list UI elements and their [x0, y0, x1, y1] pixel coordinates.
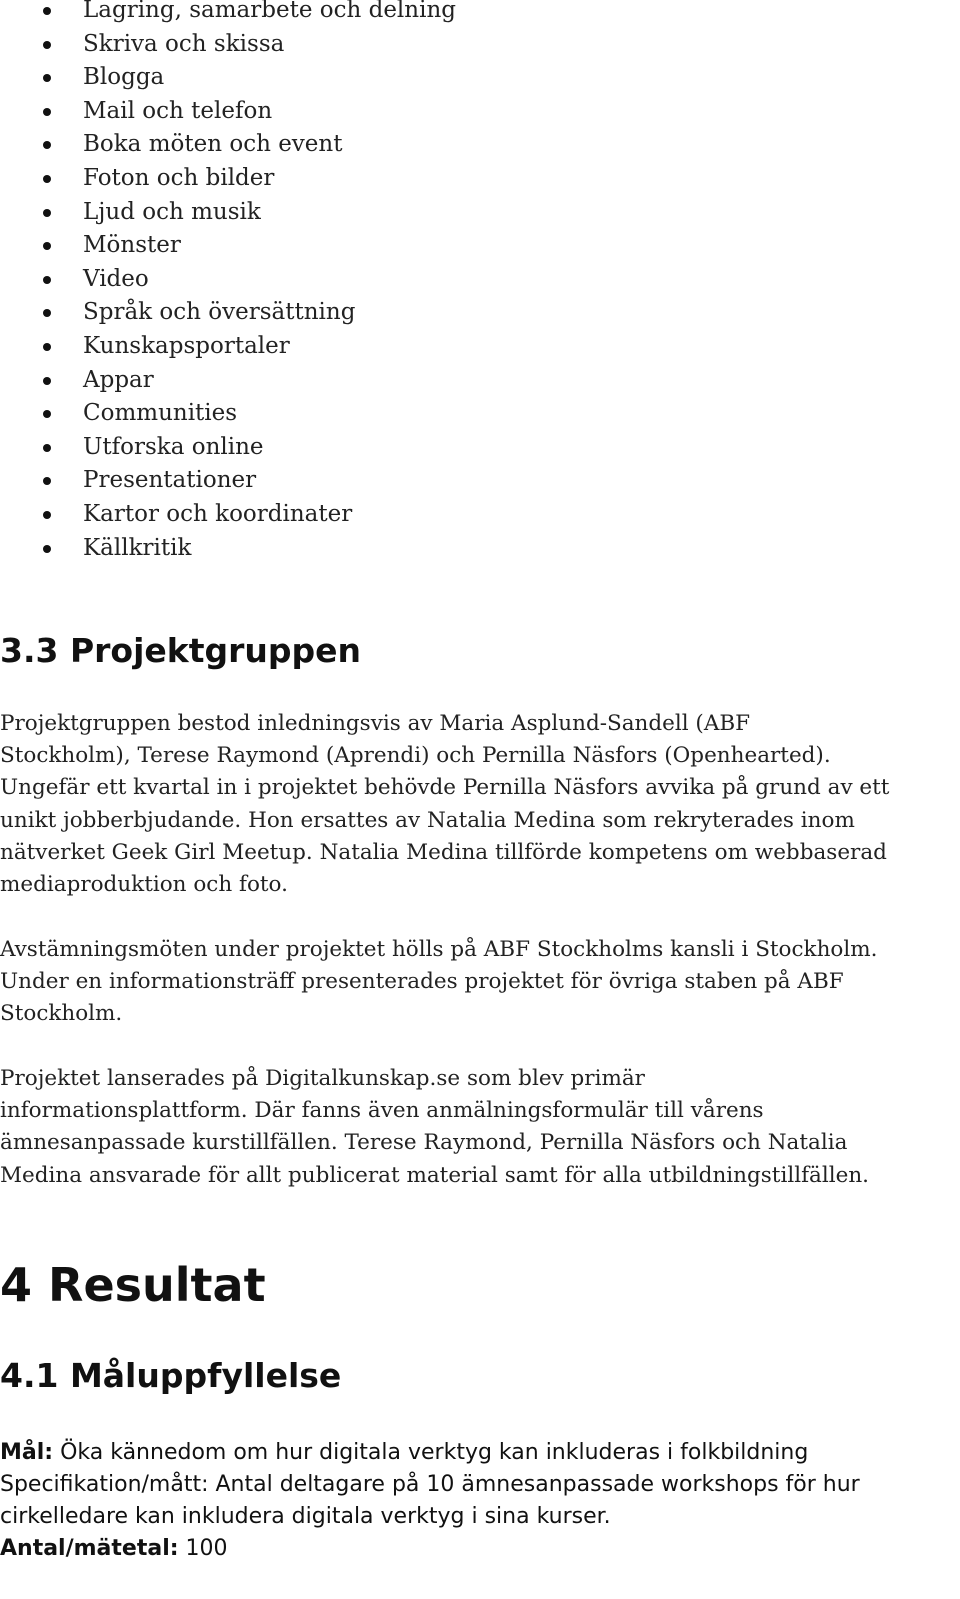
- goal-block: [0, 1437, 950, 1565]
- bullet-icon: [43, 545, 51, 553]
- section-heading-maluppfyllelse: 4.1 Måluppfyllelse: [0, 1356, 342, 1395]
- list-item: Presentationer: [0, 464, 456, 498]
- spec-line: Specifikation/mått: Antal deltagare på 10 ämnesanpassade workshops för hur: [0, 1472, 860, 1497]
- count-line: [0, 1533, 950, 1565]
- bullet-icon: [43, 477, 51, 485]
- list-item: Blogga: [0, 61, 456, 95]
- bullet-icon: [43, 108, 51, 116]
- tool-category-list: [0, 0, 456, 565]
- list-item: Kunskapsportaler: [0, 330, 456, 364]
- list-item: Språk och översättning: [0, 296, 456, 330]
- bullet-icon: [43, 242, 51, 250]
- bullet-icon: [43, 175, 51, 183]
- list-item: Communities: [0, 397, 456, 431]
- bullet-icon: [43, 74, 51, 82]
- bullet-icon: [43, 444, 51, 452]
- bullet-icon: [43, 410, 51, 418]
- goal-line: [0, 1437, 950, 1469]
- paragraph-launch: Projektet lanserades på Digitalkunskap.se som blev primär informationsplattform. Där fanns även anmälningsformulär till vårens ämnesanpassade kurstillfällen. Terese Raymond, Pernilla Näsfors och Natalia Medina ansvarade för allt publicerat material samt för alla utbildningstillfällen.: [0, 1066, 870, 1188]
- list-item: Mönster: [0, 229, 456, 263]
- goal-text: Öka kännedom om hur digitala verktyg kan inkluderas i folkbildning: [53, 1440, 809, 1465]
- list-item: Foton och bilder: [0, 162, 456, 196]
- list-item: Mail och telefon: [0, 95, 456, 129]
- spec-line: cirkelledare kan inkludera digitala verktyg i sina kurser.: [0, 1504, 611, 1529]
- bullet-icon: [43, 276, 51, 284]
- list-item: Video: [0, 263, 456, 297]
- section-heading-resultat: 4 Resultat: [0, 1258, 266, 1312]
- list-item: Utforska online: [0, 431, 456, 465]
- list-item: Skriva och skissa: [0, 28, 456, 62]
- count-label: Antal/mätetal:: [0, 1536, 179, 1561]
- paragraph-project-group: Projektgruppen bestod inledningsvis av Maria Asplund-Sandell (ABF Stockholm), Terese Raymond (Aprendi) och Pernilla Näsfors (Openhearted). Ungefär ett kvartal in i projektet behövde Pernilla Näsfors avvika på grund av ett unikt jobberbjudande. Hon ersattes av Natalia Medina som rekryterades inom nätverket Geek Girl Meetup. Natalia Medina tillförde kompetens om webbaserad mediaproduktion och foto.: [0, 711, 890, 898]
- section-heading-projektgruppen: 3.3 Projektgruppen: [0, 631, 362, 670]
- bullet-icon: [43, 309, 51, 317]
- list-item: Källkritik: [0, 532, 456, 566]
- list-item: Boka möten och event: [0, 128, 456, 162]
- list-item: Ljud och musik: [0, 196, 456, 230]
- bullet-icon: [43, 343, 51, 351]
- bullet-icon: [43, 41, 51, 49]
- list-item: Lagring, samarbete och delning: [0, 0, 456, 28]
- list-item: Kartor och koordinater: [0, 498, 456, 532]
- bullet-icon: [43, 377, 51, 385]
- bullet-icon: [43, 141, 51, 149]
- count-value: 100: [178, 1536, 228, 1561]
- list-item: Appar: [0, 364, 456, 398]
- bullet-icon: [43, 7, 51, 15]
- bullet-icon: [43, 511, 51, 519]
- bullet-icon: [43, 209, 51, 217]
- goal-label: Mål:: [0, 1440, 54, 1465]
- paragraph-meetings: Avstämningsmöten under projektet hölls på ABF Stockholms kansli i Stockholm. Under en informationsträff presenterades projektet för övriga staben på ABF Stockholm.: [0, 937, 878, 1027]
